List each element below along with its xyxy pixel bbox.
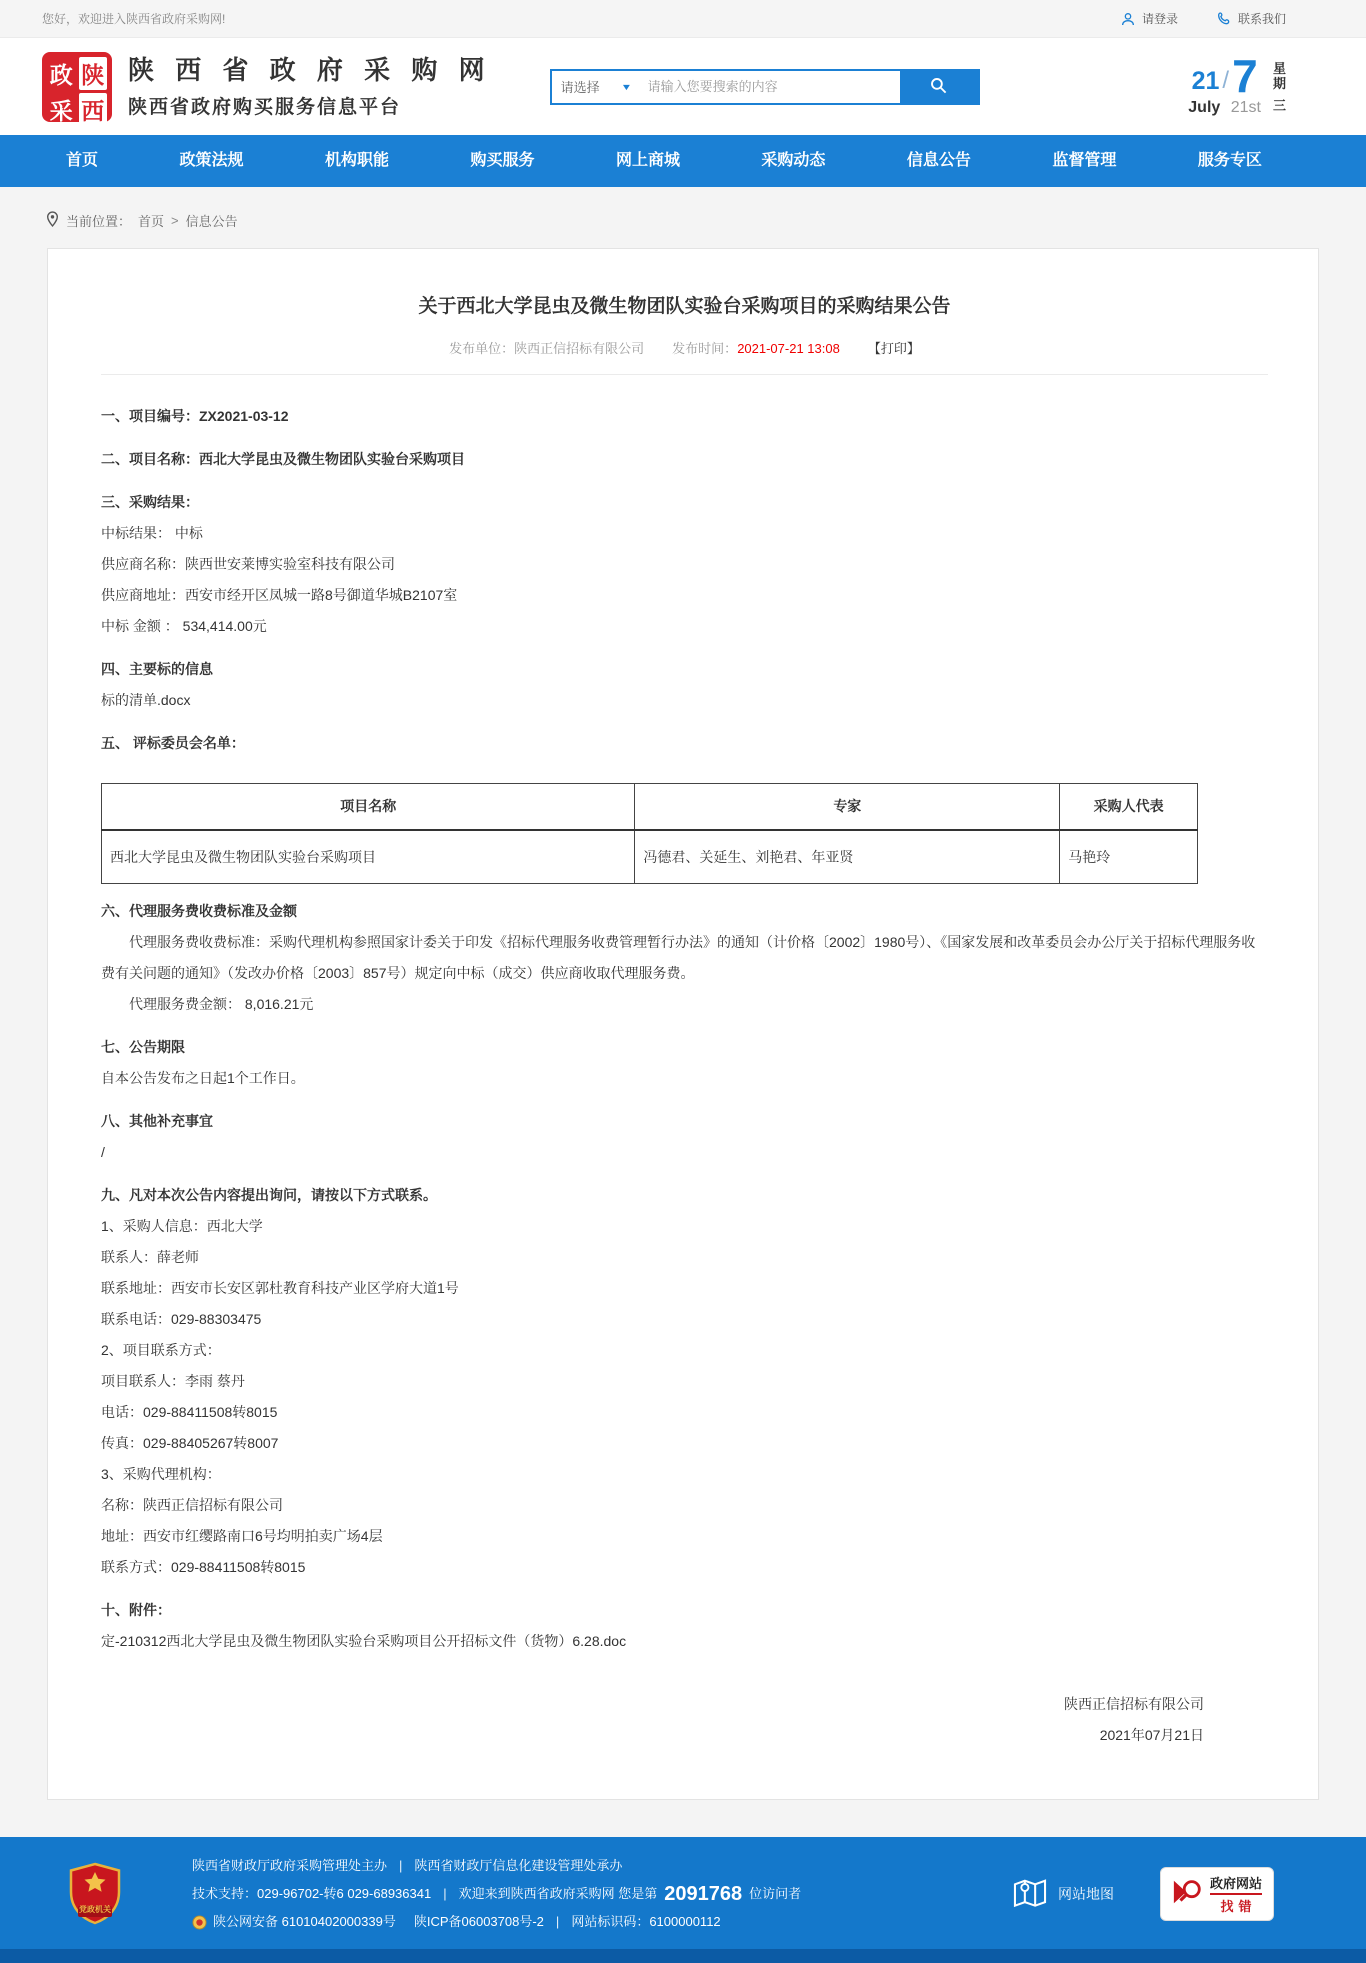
sitemap-link[interactable] (1011, 1874, 1114, 1915)
section-heading-subject-info: 四、主要标的信息 (101, 661, 213, 677)
body-line: 1、采购人信息：西北大学 (101, 1218, 263, 1234)
publish-time: 发布时间：2021-07-21 13:08 (672, 341, 840, 356)
cell-experts: 冯德君、关延生、刘艳君、年亚贤 (635, 830, 1060, 884)
sitemap-label: 网站地图 (1058, 1886, 1114, 1902)
table-header-row (102, 784, 1198, 830)
site-logo (42, 52, 112, 122)
breadcrumb-prefix: 当前位置： (66, 214, 132, 229)
logo-char: 政 (49, 62, 73, 88)
signature-company: 陕西正信招标有限公司 (1064, 1696, 1204, 1712)
site-title: 陕 西 省 政 府 采 购 网 (128, 54, 492, 85)
body-line: 地址：西安市红缨路南口6号均明拍卖广场4层 (101, 1528, 383, 1544)
section-heading-announcement-period: 七、公告期限 (101, 1039, 185, 1055)
nav-item-procurement-news[interactable]: 采购动态 (761, 152, 826, 169)
logo-char: 采 (49, 98, 73, 124)
logo-char: 西 (79, 93, 108, 126)
section-heading-project-name: 二、项目名称：西北大学昆虫及微生物团队实验台采购项目 (101, 451, 465, 467)
page-body (0, 187, 1366, 1837)
breadcrumb-separator: > (171, 213, 179, 228)
body-line: 联系人：薛老师 (101, 1249, 199, 1265)
search-icon (929, 76, 948, 98)
nav-item-policies[interactable]: 政策法规 (179, 152, 244, 169)
section-heading-project-number: 一、项目编号：ZX2021-03-12 (101, 408, 289, 424)
footer-separator: | (399, 1858, 403, 1873)
nav-item-online-mall[interactable]: 网上商城 (615, 152, 680, 169)
search-category-label: 请选择 (560, 80, 600, 95)
section-heading-agency-fee: 六、代理服务费收费标准及金额 (101, 903, 297, 919)
section-heading-committee: 五、 评标委员会名单： (101, 735, 245, 751)
body-line: 中标 金额 ： 534,414.00元 (101, 618, 267, 634)
announcement-card (47, 248, 1319, 1800)
user-icon (1120, 11, 1136, 27)
body-line: 代理服务费收费标准：采购代理机构参照国家计委关于印发《招标代理服务收费管理暂行办法》的通知（计价格〔2002〕1980号）、《国家发展和改革委员会办公厅关于招标代理服务收费有关问题的通知》（发改办价格〔2003〕857号）规定向中标（成交）供应商收取代理服务费。 (101, 934, 1256, 981)
body-line: 联系地址：西安市长安区郭杜教育科技产业区学府大道1号 (101, 1280, 459, 1296)
announcement-title: 关于西北大学昆虫及微生物团队实验台采购项目的采购结果公告 (418, 296, 951, 317)
body-line: 电话：029-88411508转8015 (101, 1404, 278, 1420)
breadcrumb-current: 信息公告 (185, 214, 238, 229)
nav-item-service-zone[interactable]: 服务专区 (1197, 152, 1262, 169)
section-heading-contact: 九、凡对本次公告内容提出询问，请按以下方式联系。 (101, 1187, 437, 1203)
nav-item-home[interactable]: 首页 (66, 152, 99, 169)
login-link[interactable] (1120, 10, 1178, 27)
section-heading-attachments: 十、附件： (101, 1602, 171, 1618)
section-heading-result: 三、采购结果： (101, 494, 199, 510)
attachment-link[interactable]: 标的清单.docx (101, 692, 191, 708)
committee-table (101, 783, 1198, 884)
cell-purchaser-rep: 马艳玲 (1060, 830, 1198, 884)
body-line: 联系电话：029-88303475 (101, 1311, 262, 1327)
publisher: 发布单位：陕西正信招标有限公司 (449, 341, 645, 356)
date-weekday (1273, 61, 1286, 113)
attachment-link[interactable]: 定-210312西北大学昆虫及微生物团队实验台采购项目公开招标文件（货物）6.28.doc (101, 1633, 627, 1649)
error-finder-magnifier-icon (1172, 1876, 1204, 1913)
body-line: 供应商地址：西安市经开区凤城一路8号御道华城B2107室 (101, 587, 458, 603)
col-purchaser-rep: 采购人代表 (1060, 784, 1198, 830)
meta-divider (101, 374, 1268, 375)
weekday-char: 期 (1272, 75, 1286, 91)
body-line: 项目联系人：李雨 蔡丹 (101, 1373, 245, 1389)
security-record-number[interactable]: 陕公网安备 61010402000339号 (213, 1914, 396, 1929)
icp-record-number[interactable]: 陕ICP备06003708号-2 (413, 1914, 544, 1929)
body-line: 中标结果： 中标 (101, 525, 203, 541)
announcement-meta (101, 338, 1268, 357)
announcement-body (101, 401, 1268, 1657)
site-identification-code: 网站标识码：6100000112 (571, 1914, 721, 1929)
nav-item-announcements[interactable]: 信息公告 (906, 152, 971, 169)
col-experts: 专家 (635, 784, 1060, 830)
date-widget (1188, 49, 1286, 117)
main-nav (0, 135, 1366, 187)
gov-site-error-badge[interactable] (1160, 1867, 1274, 1921)
body-line: / (101, 1144, 105, 1160)
footer-line-3 (192, 1908, 801, 1936)
shield-label: 党政机关 (79, 1905, 111, 1914)
body-line: 传真：029-88405267转8007 (101, 1435, 279, 1451)
breadcrumb (46, 187, 1366, 248)
body-line: 2、项目联系方式： (101, 1342, 221, 1358)
error-badge-bottom-label: 找错 (1220, 1899, 1257, 1914)
shield-icon (68, 1862, 122, 1926)
body-line: 联系方式：029-88411508转8015 (101, 1559, 306, 1575)
table-row (102, 830, 1198, 884)
print-button[interactable]: 【打印】 (867, 341, 920, 356)
search-button[interactable] (900, 71, 978, 103)
contact-label: 联系我们 (1237, 12, 1286, 26)
nav-item-functions[interactable]: 机构职能 (324, 152, 389, 169)
signature-block (101, 1689, 1268, 1751)
search-bar (550, 69, 980, 105)
footer-line-1: 陕西省财政厅政府采购管理处主办 | 陕西省财政厅信息化建设管理处承办 (192, 1852, 801, 1880)
section-heading-other-matters: 八、其他补充事宜 (101, 1113, 213, 1129)
date-month-number: 7 (1232, 49, 1258, 102)
footer-bottom-strip (0, 1949, 1366, 1963)
date-month-en: July (1188, 98, 1221, 116)
contact-link[interactable] (1216, 10, 1286, 27)
weekday-char: 星 (1272, 60, 1286, 76)
date-day-ordinal: 21st (1230, 98, 1261, 116)
body-line: 3、采购代理机构： (101, 1466, 221, 1482)
location-pin-icon (46, 211, 59, 230)
body-line: 代理服务费金额： 8,016.21元 (129, 996, 314, 1012)
error-badge-top-label: 政府网站 (1210, 1873, 1262, 1895)
body-line: 供应商名称：陕西世安莱博实验室科技有限公司 (101, 556, 395, 572)
search-category-select[interactable] (552, 71, 640, 103)
top-bar (0, 0, 1366, 38)
welcome-text: 您好，欢迎进入陕西省政府采购网! (42, 12, 226, 26)
map-icon (1011, 1874, 1049, 1915)
police-badge-icon (192, 1915, 207, 1930)
footer-separator: | (555, 1914, 560, 1929)
body-line: 自本公告发布之日起1个工作日。 (101, 1070, 305, 1086)
cell-project-name: 西北大学昆虫及微生物团队实验台采购项目 (102, 830, 635, 884)
site-header (0, 38, 1366, 135)
body-line: 名称：陕西正信招标有限公司 (101, 1497, 283, 1513)
phone-icon (1216, 11, 1232, 27)
visitor-counter: 2091768 (664, 1883, 743, 1905)
search-input[interactable] (640, 71, 900, 103)
nav-item-supervision[interactable]: 监督管理 (1052, 152, 1117, 169)
login-label: 请登录 (1141, 12, 1178, 26)
signature-date: 2021年07月21日 (1099, 1727, 1204, 1743)
party-government-shield (68, 1862, 122, 1926)
logo-char: 陕 (79, 57, 108, 90)
date-slash: / (1222, 66, 1230, 94)
footer (0, 1837, 1366, 1949)
footer-line-2: 技术支持：029-96702-转6 029-68936341 | 欢迎来到陕西省政府采购网 您是第 2091768 位访问者 (192, 1880, 801, 1908)
col-project-name: 项目名称 (102, 784, 635, 830)
date-day: 21 (1191, 66, 1220, 95)
nav-item-purchase-services[interactable]: 购买服务 (470, 152, 535, 169)
footer-separator: | (443, 1886, 447, 1901)
weekday-char: 三 (1272, 97, 1286, 113)
site-subtitle: 陕西省政府购买服务信息平台 (128, 96, 402, 118)
chevron-down-icon: ▼ (620, 81, 632, 92)
breadcrumb-home-link[interactable]: 首页 (138, 214, 165, 229)
